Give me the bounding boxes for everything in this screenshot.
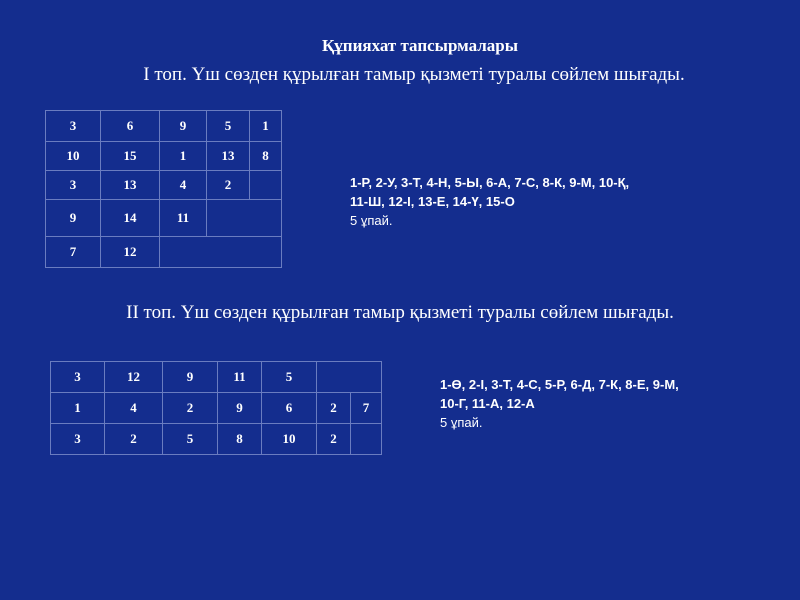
grid-cell: 11: [160, 200, 207, 237]
key-line: 1-Р, 2-У, 3-Т, 4-Н, 5-Ы, 6-А, 7-С, 8-К, 9-М, 10-Қ,: [350, 175, 630, 190]
grid-cell: 7: [351, 393, 382, 424]
page-title: Құпияхат тапсырмалары: [321, 36, 519, 55]
table-row: [51, 424, 382, 455]
grid-cell-empty: [160, 237, 282, 268]
group2-letter-key: [440, 375, 679, 432]
grid-cell: 14: [101, 200, 160, 237]
table-row: [51, 362, 382, 393]
group1-task-text: І топ. Үш сөзден құрылған тамыр қызметі туралы сөйлем шығады.: [143, 64, 685, 85]
grid-cell: 4: [160, 171, 207, 200]
grid-cell: 6: [101, 111, 160, 142]
table-row: [51, 393, 382, 424]
grid-cell: 13: [207, 142, 250, 171]
key-line: 11-Ш, 12-І, 13-Е, 14-Ү, 15-О: [350, 194, 515, 209]
grid-cell: 9: [163, 362, 218, 393]
grid-cell-empty: [317, 362, 382, 393]
grid-cell: 2: [163, 393, 218, 424]
grid-cell: 15: [101, 142, 160, 171]
key-line: 1-Ө, 2-І, 3-Т, 4-С, 5-Р, 6-Д, 7-К, 8-Е, 9-М,: [440, 377, 679, 392]
key-line: 10-Г, 11-А, 12-А: [440, 396, 535, 411]
grid-cell: 4: [105, 393, 163, 424]
grid-cell: 12: [101, 237, 160, 268]
group2-task-text: ІІ топ. Үш сөзден құрылған тамыр қызметі туралы сөйлем шығады.: [126, 302, 674, 323]
score-text: 5 ұпай.: [350, 213, 393, 228]
table-row: [46, 237, 282, 268]
grid-cell: 2: [105, 424, 163, 455]
grid-cell: 1: [160, 142, 207, 171]
grid-cell: 1: [51, 393, 105, 424]
grid-cell: 9: [218, 393, 262, 424]
grid-cell: 12: [105, 362, 163, 393]
grid-cell: 2: [317, 393, 351, 424]
grid-cell: 3: [51, 362, 105, 393]
grid-cell: 7: [46, 237, 101, 268]
table-row: [46, 200, 282, 237]
grid-cell: 1: [250, 111, 282, 142]
grid-cell: 10: [46, 142, 101, 171]
grid-cell: 3: [46, 171, 101, 200]
score-text: 5 ұпай.: [440, 415, 483, 430]
grid-cell: 6: [262, 393, 317, 424]
grid-cell: 10: [262, 424, 317, 455]
grid-cell: 5: [207, 111, 250, 142]
grid-cell-empty: [351, 424, 382, 455]
grid-cell: 8: [218, 424, 262, 455]
group1-letter-key: [350, 173, 629, 230]
grid-cell-empty: [250, 171, 282, 200]
table-row: [46, 142, 282, 171]
grid-cell: 5: [163, 424, 218, 455]
table-row: [46, 171, 282, 200]
grid-cell: 11: [218, 362, 262, 393]
grid-cell: 3: [46, 111, 101, 142]
grid-cell: 9: [46, 200, 101, 237]
group1-cipher-grid: [45, 110, 282, 268]
grid-cell: 8: [250, 142, 282, 171]
grid-cell: 3: [51, 424, 105, 455]
grid-cell: 2: [207, 171, 250, 200]
group2-cipher-grid: [50, 361, 382, 455]
grid-cell: 13: [101, 171, 160, 200]
grid-cell: 9: [160, 111, 207, 142]
grid-cell: 5: [262, 362, 317, 393]
grid-cell-empty: [207, 200, 282, 237]
grid-cell: 2: [317, 424, 351, 455]
table-row: [46, 111, 282, 142]
